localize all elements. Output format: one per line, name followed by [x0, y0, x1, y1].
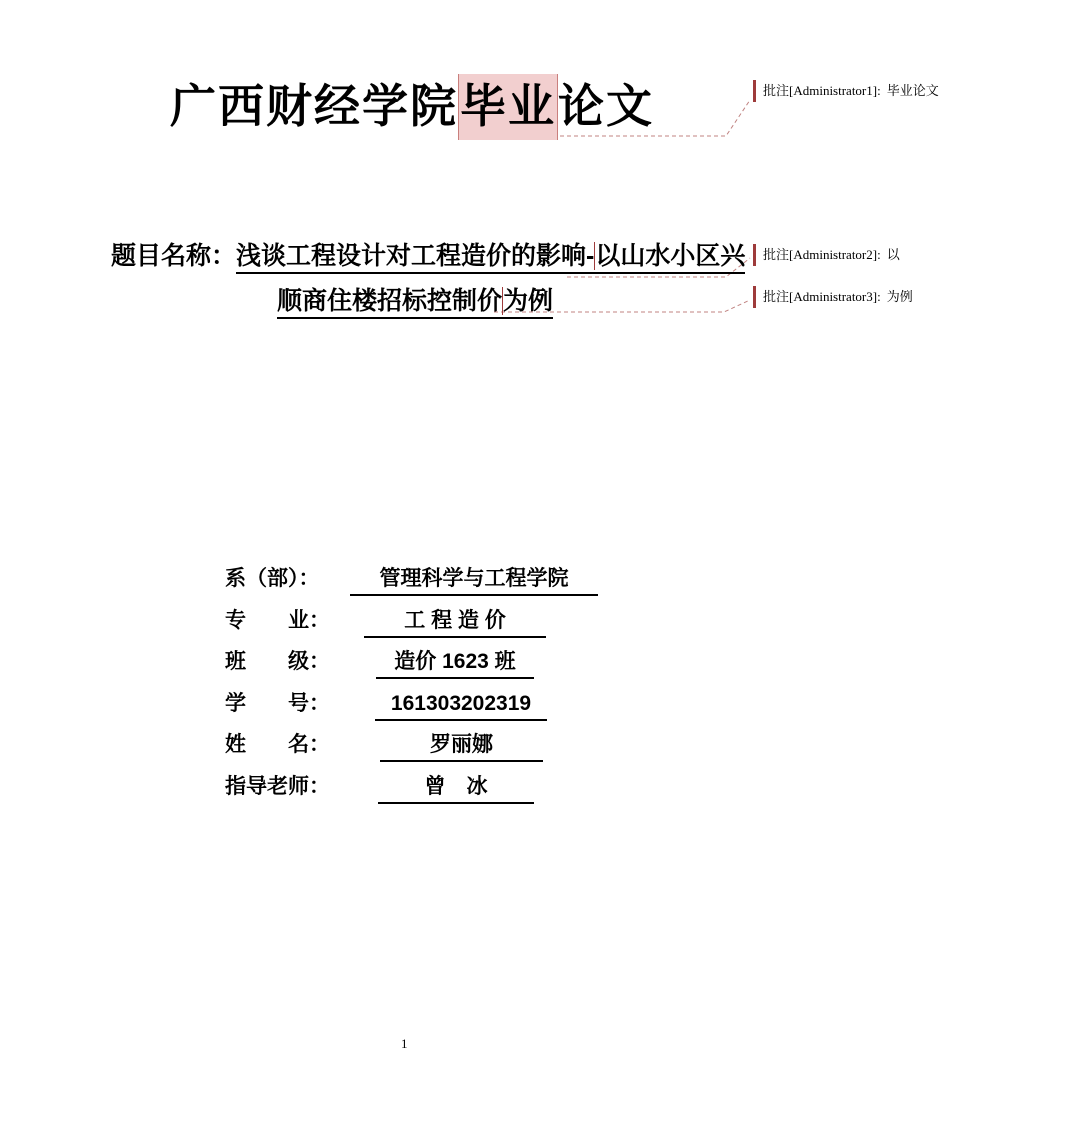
- info-value: 工 程 造 价: [364, 606, 546, 638]
- comment-anchor-bar: [753, 244, 756, 266]
- thesis-title-suffix: 论文: [558, 80, 654, 132]
- comment-body: [763, 244, 900, 265]
- comment-label: 批注[Administrator2]:: [763, 247, 881, 262]
- info-label: 指导老师：: [225, 775, 330, 798]
- margin-comment-2: [753, 244, 900, 266]
- subject-text-part1: 浅谈工程设计对工程造价的影响-: [236, 242, 595, 270]
- info-label: 姓 名：: [225, 733, 330, 756]
- comment-label: 批注[Administrator3]:: [763, 289, 881, 304]
- thesis-main-title: [170, 76, 654, 136]
- comment-body: [763, 80, 939, 101]
- thesis-title-prefix: 广西财经学院: [170, 80, 458, 132]
- subject-line-2: [277, 283, 553, 319]
- info-value: 管理科学与工程学院: [350, 564, 598, 596]
- info-row-department: [225, 564, 569, 594]
- margin-comment-1: [753, 80, 939, 102]
- margin-comment-3: [753, 286, 913, 308]
- comment-text: 为例: [886, 289, 913, 304]
- comment-anchor-range: 为例: [503, 287, 554, 315]
- subject-line-1: [111, 238, 745, 274]
- info-row-class: [225, 647, 516, 677]
- info-value: 161303202319: [375, 689, 547, 721]
- info-value: 罗丽娜: [380, 730, 543, 762]
- info-label: 专 业：: [225, 609, 330, 632]
- page-number: 1: [401, 1036, 408, 1051]
- comment-highlight-range: 毕业: [458, 74, 558, 140]
- info-row-advisor: [225, 772, 488, 802]
- info-label: 班 级：: [225, 650, 330, 673]
- comment-body: [763, 286, 913, 307]
- info-row-major: [225, 606, 506, 636]
- comment-anchor-range: 以山水小区兴: [595, 242, 746, 270]
- comment-anchor-bar: [753, 286, 756, 308]
- subject-label: 题目名称：: [111, 242, 237, 270]
- comment-text: 毕业论文: [886, 83, 939, 98]
- info-label: 系（部）：: [225, 567, 320, 590]
- comment-label: 批注[Administrator1]:: [763, 83, 881, 98]
- info-value: 曾 冰: [378, 772, 534, 804]
- comment-text: 以: [886, 247, 900, 262]
- comment-anchor-bar: [753, 80, 756, 102]
- subject-text-part2: 顺商住楼招标控制价: [277, 287, 503, 315]
- info-value: 造价 1623 班: [376, 647, 534, 679]
- info-row-student-id: [225, 689, 532, 719]
- info-label: 学 号：: [225, 692, 330, 715]
- info-row-name: [225, 730, 493, 760]
